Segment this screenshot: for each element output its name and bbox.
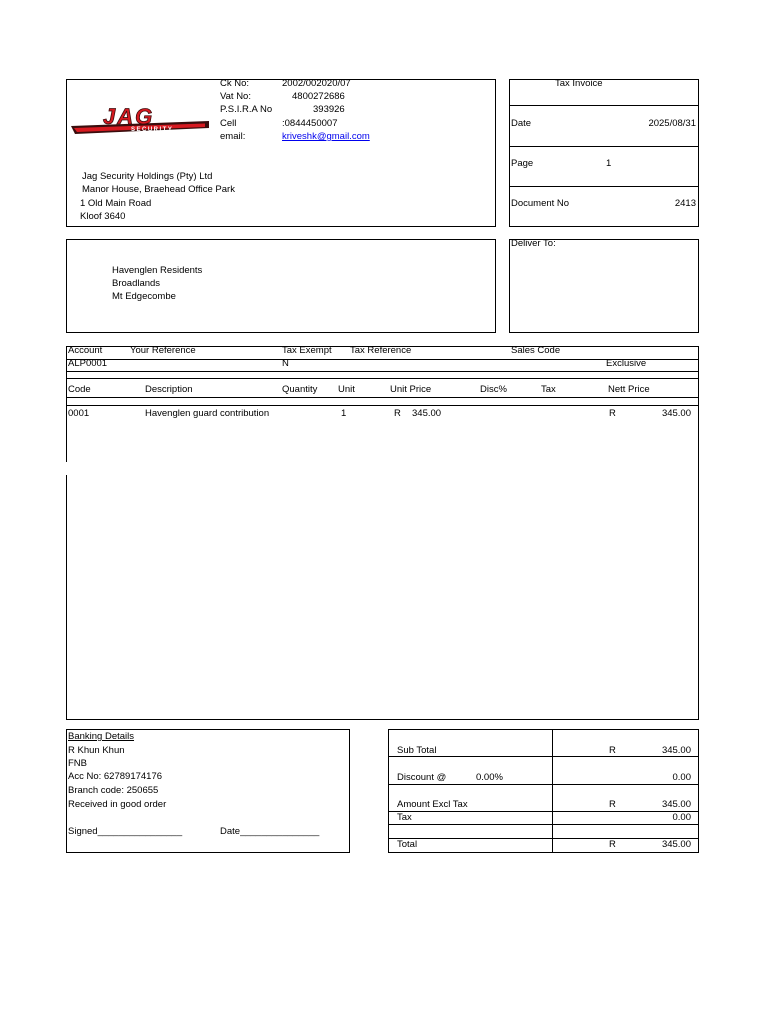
date-label: Date: [511, 118, 532, 129]
company-logo: [69, 104, 211, 138]
subtotal-currency: R: [609, 745, 616, 756]
company-name: Jag Security Holdings (Pty) Ltd: [82, 171, 213, 182]
banking-branch: Branch code: 250655: [68, 785, 159, 796]
tax-value: 0.00: [672, 812, 691, 823]
sales-code-header: Sales Code: [511, 345, 561, 356]
page-value: 1: [606, 158, 612, 169]
docno-label: Document No: [511, 198, 570, 209]
tax-reference-header: Tax Reference: [350, 345, 412, 356]
nett-price-header: Nett Price: [608, 384, 650, 395]
company-address-1: Manor House, Braehead Office Park: [82, 184, 235, 195]
table-left-border-lower: [66, 475, 67, 720]
discount-value: 0.00: [672, 772, 691, 783]
signed-line: Signed________________: [68, 826, 183, 837]
divider: [552, 729, 553, 853]
excl-tax-value: 345.00: [661, 799, 691, 810]
item-unit: 1: [341, 408, 347, 419]
docno-value: 2413: [674, 198, 696, 209]
logo-subtext: SECURITY: [131, 127, 174, 133]
disc-header: Disc%: [480, 384, 507, 395]
divider: [66, 405, 699, 406]
item-description: Havenglen guard contribution: [145, 408, 270, 419]
deliver-to-box: [509, 239, 699, 333]
divider: [388, 824, 699, 825]
discount-rate: 0.00%: [476, 772, 503, 783]
item-nett-price: 345.00: [661, 408, 691, 419]
description-header: Description: [145, 384, 193, 395]
divider: [66, 371, 699, 372]
pricing-type: Exclusive: [606, 358, 647, 369]
banking-account: Acc No: 62789174176: [68, 771, 163, 782]
tax-exempt-value: N: [282, 358, 289, 369]
banking-title: Banking Details: [68, 731, 135, 742]
banking-name: R Khun Khun: [68, 745, 125, 756]
subtotal-label: Sub Total: [397, 745, 437, 756]
company-address-3: Kloof 3640: [80, 211, 126, 222]
account-value: ALP0001: [68, 358, 108, 369]
total-label: Total: [397, 839, 418, 850]
tax-label: Tax: [397, 812, 412, 823]
divider: [66, 359, 699, 360]
quantity-header: Quantity: [282, 384, 318, 395]
excl-tax-label: Amount Excl Tax: [397, 799, 468, 810]
item-nett-currency: R: [609, 408, 616, 419]
vat-label: Vat No:: [220, 91, 251, 102]
vat-value: 4800272686: [292, 91, 345, 102]
divider: [66, 371, 67, 378]
ck-value: 2002/002020/07: [282, 78, 351, 89]
customer-line-3: Mt Edgecombe: [112, 291, 176, 302]
jag-logo-icon: [69, 104, 211, 138]
item-unit-price: 345.00: [412, 408, 442, 419]
invoice-title: Tax Invoice: [555, 78, 603, 89]
banking-bank: FNB: [68, 758, 87, 769]
customer-line-1: Havenglen Residents: [112, 265, 203, 276]
received-note: Received in good order: [68, 799, 167, 810]
psira-label: P.S.I.R.A No: [220, 104, 273, 115]
divider: [509, 186, 699, 187]
tax-exempt-header: Tax Exempt: [282, 345, 332, 356]
unit-price-header: Unit Price: [390, 384, 432, 395]
ck-label: Ck No:: [220, 78, 250, 89]
cell-label: Cell: [220, 118, 237, 129]
email-label: email:: [220, 131, 246, 142]
divider: [388, 756, 699, 757]
tax-header: Tax: [541, 384, 556, 395]
logo-text: JAG: [103, 104, 155, 129]
code-header: Code: [68, 384, 91, 395]
discount-label: Discount @: [397, 772, 447, 783]
divider: [509, 105, 699, 106]
unit-header: Unit: [338, 384, 355, 395]
your-reference-header: Your Reference: [130, 345, 196, 356]
total-value: 345.00: [661, 839, 691, 850]
deliver-to-label: Deliver To:: [511, 238, 556, 249]
account-header: Account: [68, 345, 103, 356]
divider: [388, 784, 699, 785]
excl-tax-currency: R: [609, 799, 616, 810]
cell-value: :0844450007: [282, 118, 338, 129]
divider: [66, 378, 699, 379]
item-unit-price-currency: R: [394, 408, 401, 419]
email-link[interactable]: kriveshk@gmail.com: [282, 131, 370, 142]
item-code: 0001: [68, 408, 90, 419]
customer-line-2: Broadlands: [112, 278, 161, 289]
date-value: 2025/08/31: [648, 118, 696, 129]
divider: [66, 397, 67, 405]
total-currency: R: [609, 839, 616, 850]
company-address-2: 1 Old Main Road: [80, 198, 152, 209]
table-right-border: [698, 346, 699, 720]
table-bottom-border: [66, 719, 699, 720]
psira-value: 393926: [313, 104, 345, 115]
divider: [509, 146, 699, 147]
divider: [66, 397, 699, 398]
subtotal-value: 345.00: [661, 745, 691, 756]
page-label: Page: [511, 158, 534, 169]
date-line: Date_______________: [220, 826, 320, 837]
